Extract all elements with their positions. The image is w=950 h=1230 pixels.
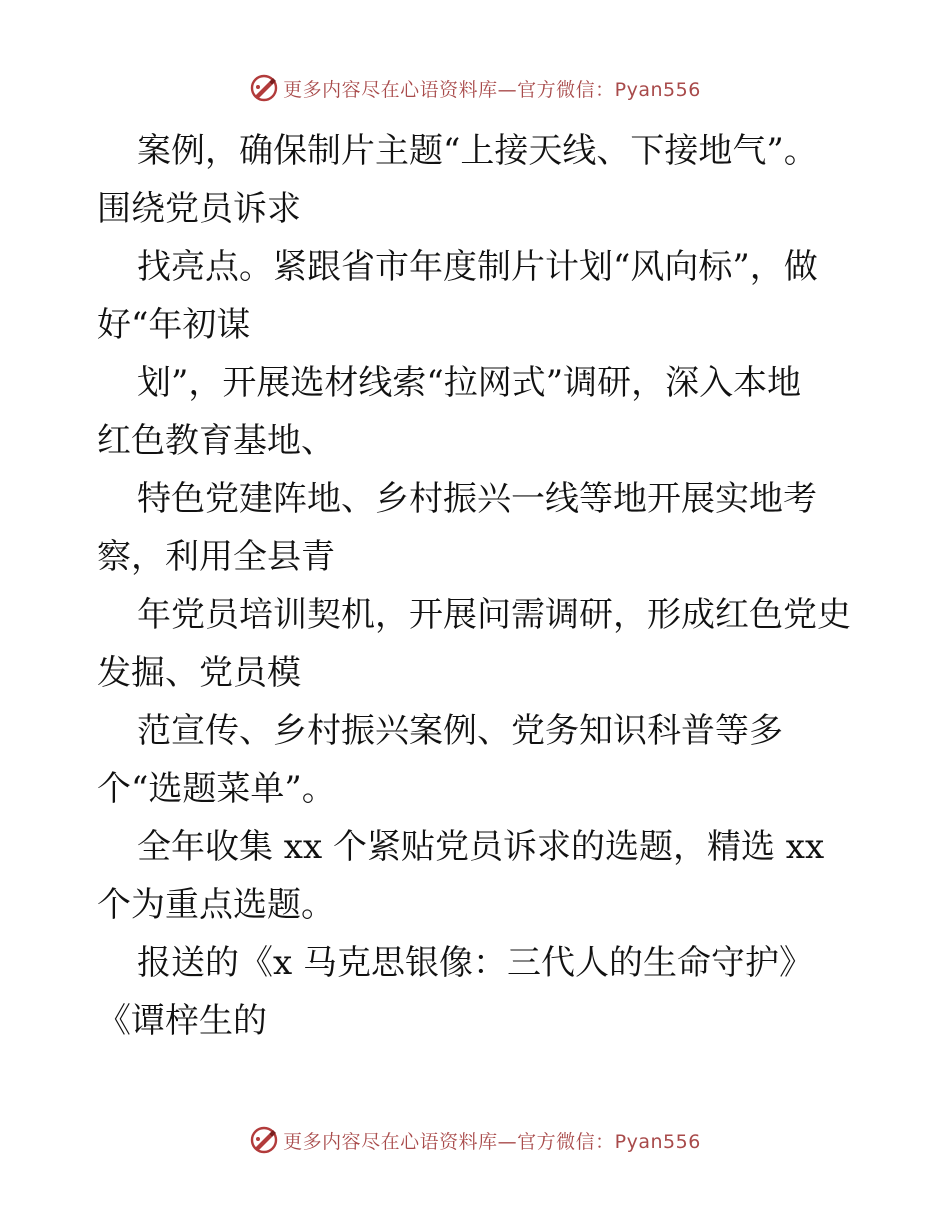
paragraph-first-line: 特色党建阵地、乡村振兴一线等地开展实地考 [137,479,817,519]
paragraph-first-line: 范宣传、乡村振兴案例、党务知识科普等多 [137,711,783,751]
footer-banner [0,1122,950,1158]
paragraph-continuation: 察，利用全县青 [97,537,335,577]
paragraph-first-line: 年党员培训契机，开展问需调研，形成红色党史 [137,595,851,635]
header-banner-text: 更多内容尽在心语资料库—官方微信：Pyan556 [283,78,701,101]
paragraph-first-line: 案例，确保制片主题“上接天线、下接地气”。 [137,131,818,171]
paragraph [97,122,857,238]
pen-logo-icon [249,73,279,103]
document-body [97,122,857,1050]
paragraph [97,470,857,586]
paragraph-continuation: 《谭梓生的 [97,1001,267,1041]
paragraph-continuation: 个为重点选题。 [97,885,335,925]
pen-logo-icon [249,1125,279,1155]
paragraph [97,934,857,1050]
header-banner [0,70,950,106]
paragraph-continuation: 围绕党员诉求 [97,189,301,229]
paragraph [97,354,857,470]
paragraph-first-line: 报送的《x 马克思银像：三代人的生命守护》 [137,943,813,983]
paragraph-continuation: 好“年初谋 [97,305,251,345]
paragraph [97,586,857,702]
paragraph-continuation: 发掘、党员模 [97,653,301,693]
paragraph-first-line: 全年收集 xx 个紧贴党员诉求的选题，精选 xx [137,827,825,867]
paragraph-first-line: 划”，开展选材线索“拉网式”调研，深入本地 [137,363,802,403]
paragraph-continuation: 个“选题菜单”。 [97,769,336,809]
paragraph [97,238,857,354]
paragraph-continuation: 红色教育基地、 [97,421,335,461]
footer-banner-text: 更多内容尽在心语资料库—官方微信：Pyan556 [283,1130,701,1153]
paragraph [97,702,857,818]
paragraph [97,818,857,934]
paragraph-first-line: 找亮点。紧跟省市年度制片计划“风向标”，做 [137,247,818,287]
